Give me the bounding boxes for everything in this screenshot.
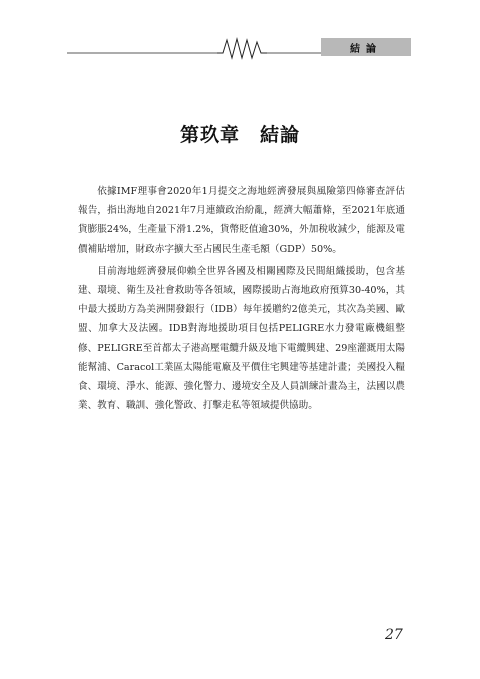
paragraph: 依據IMF理事會2020年1月提交之海地經濟發展與風險第四條審查評估報告，指出海地自2021年7月連續政治紛亂，經濟大幅蕭條，至2021年底通貨膨脹24%，生產量下滑1.2%，貨幣貶值逾30%，外加稅收減少，能源及電價補貼增加，財政赤字擴大至占國民生產毛額（GDP）50%。 <box>78 186 405 255</box>
section-label: 結論 <box>321 38 411 56</box>
chapter-title: 第玖章 結論 <box>179 124 300 146</box>
body-text <box>78 182 405 418</box>
running-header <box>67 34 411 60</box>
page-number: 27 <box>385 627 403 643</box>
paragraph: 目前海地經濟發展仰賴全世界各國及相關國際及民間組織援助，包含基建、環境、衛生及社會救助等各領域，國際援助占海地政府預算30-40%，其中最大援助方為美洲開發銀行（IDB）每年援贈約2億美元，其次為美國、歐盟、加拿大及法國。IDB對海地援助項目包括PELIGRE水力發電廠機組整修、PELIGRE至首都太子港高壓電纜升級及地下電纜興建、29座灌溉用太陽能幫浦、Caracol工業區太陽能電廠及平價住宅興建等基建計畫；美國投入糧食、環境、淨水、能源、強化警力、邊境安全及人員訓練計畫為主，法國以農業、教育、職訓、強化警政、打擊走私等領域提供協助。 <box>78 265 405 412</box>
